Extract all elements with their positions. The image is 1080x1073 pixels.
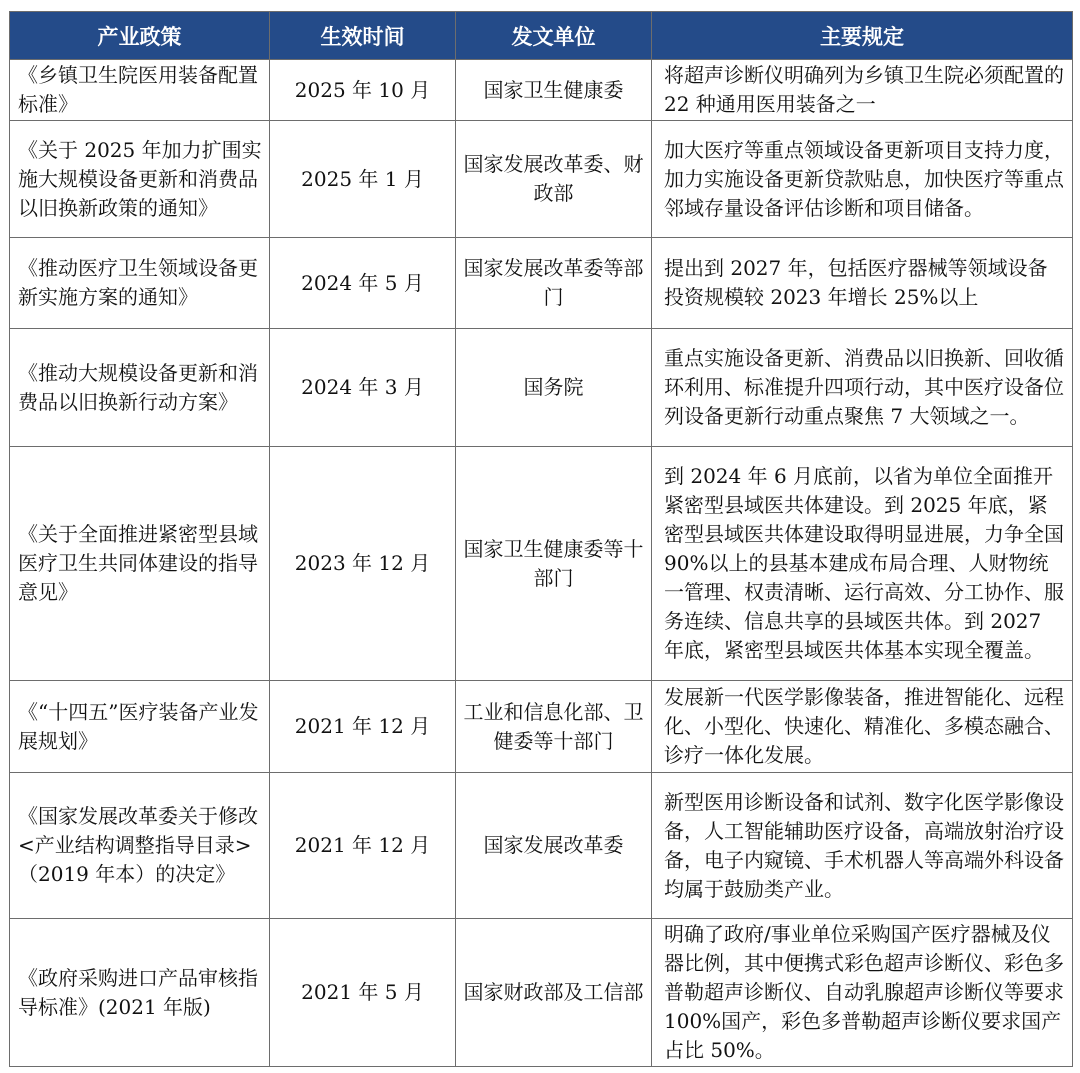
cell-policy: 《推动医疗卫生领域设备更新实施方案的通知》 — [10, 238, 270, 329]
header-effective-date: 生效时间 — [270, 12, 456, 60]
cell-rules: 提出到 2027 年，包括医疗器械等领域设备投资规模较 2023 年增长 25%以上 — [652, 238, 1073, 329]
table-row — [10, 919, 1073, 1067]
cell-date: 2024 年 3 月 — [270, 329, 456, 447]
table-row — [10, 773, 1073, 919]
cell-rules: 到 2024 年 6 月底前，以省为单位全面推开紧密型县域医共体建设。到 2025 年底，紧密型县域医共体建设取得明显进展，力争全国 90%以上的县基本建成布局合理、人财物统一管理、权责清晰、运行高效、分工协作、服务连续、信息共享的县域医共体。到 2027 年底，紧密型县域医共体基本实现全覆盖。 — [652, 447, 1073, 681]
cell-date: 2023 年 12 月 — [270, 447, 456, 681]
cell-issuer: 国家卫生健康委 — [456, 60, 652, 121]
table-row — [10, 60, 1073, 121]
table-row — [10, 238, 1073, 329]
header-issuer: 发文单位 — [456, 12, 652, 60]
table-row — [10, 447, 1073, 681]
cell-policy: 《政府采购进口产品审核指导标准》(2021 年版) — [10, 919, 270, 1067]
table-row — [10, 681, 1073, 773]
cell-policy: 《“十四五”医疗装备产业发展规划》 — [10, 681, 270, 773]
cell-policy: 《国家发展改革委关于修改<产业结构调整指导目录>（2019 年本）的决定》 — [10, 773, 270, 919]
cell-issuer: 国家发展改革委、财政部 — [456, 121, 652, 238]
cell-policy: 《关于全面推进紧密型县域医疗卫生共同体建设的指导意见》 — [10, 447, 270, 681]
cell-issuer: 国家财政部及工信部 — [456, 919, 652, 1067]
cell-rules: 发展新一代医学影像装备，推进智能化、远程化、小型化、快速化、精准化、多模态融合、诊疗一体化发展。 — [652, 681, 1073, 773]
table-row — [10, 329, 1073, 447]
cell-policy: 《关于 2025 年加力扩围实施大规模设备更新和消费品以旧换新政策的通知》 — [10, 121, 270, 238]
header-main-rules: 主要规定 — [652, 12, 1073, 60]
cell-policy: 《乡镇卫生院医用装备配置标准》 — [10, 60, 270, 121]
table-row — [10, 121, 1073, 238]
header-policy: 产业政策 — [10, 12, 270, 60]
cell-issuer: 国务院 — [456, 329, 652, 447]
cell-rules: 新型医用诊断设备和试剂、数字化医学影像设备，人工智能辅助医疗设备，高端放射治疗设备，电子内窥镜、手术机器人等高端外科设备均属于鼓励类产业。 — [652, 773, 1073, 919]
cell-date: 2021 年 5 月 — [270, 919, 456, 1067]
cell-date: 2025 年 1 月 — [270, 121, 456, 238]
cell-date: 2021 年 12 月 — [270, 681, 456, 773]
cell-issuer: 国家发展改革委等部门 — [456, 238, 652, 329]
cell-rules: 加大医疗等重点领域设备更新项目支持力度，加力实施设备更新贷款贴息，加快医疗等重点邻域存量设备评估诊断和项目储备。 — [652, 121, 1073, 238]
policy-table-container — [9, 11, 1072, 1067]
policy-table — [9, 11, 1073, 1067]
cell-date: 2024 年 5 月 — [270, 238, 456, 329]
cell-rules: 重点实施设备更新、消费品以旧换新、回收循环利用、标准提升四项行动，其中医疗设备位列设备更新行动重点聚焦 7 大领域之一。 — [652, 329, 1073, 447]
cell-issuer: 国家卫生健康委等十部门 — [456, 447, 652, 681]
cell-issuer: 工业和信息化部、卫健委等十部门 — [456, 681, 652, 773]
cell-date: 2021 年 12 月 — [270, 773, 456, 919]
cell-rules: 将超声诊断仪明确列为乡镇卫生院必须配置的 22 种通用医用装备之一 — [652, 60, 1073, 121]
cell-rules: 明确了政府/事业单位采购国产医疗器械及仪器比例，其中便携式彩色超声诊断仪、彩色多普勒超声诊断仪、自动乳腺超声诊断仪等要求 100%国产，彩色多普勒超声诊断仪要求国产占比 50%。 — [652, 919, 1073, 1067]
cell-date: 2025 年 10 月 — [270, 60, 456, 121]
cell-policy: 《推动大规模设备更新和消费品以旧换新行动方案》 — [10, 329, 270, 447]
table-header-row — [10, 12, 1073, 60]
cell-issuer: 国家发展改革委 — [456, 773, 652, 919]
